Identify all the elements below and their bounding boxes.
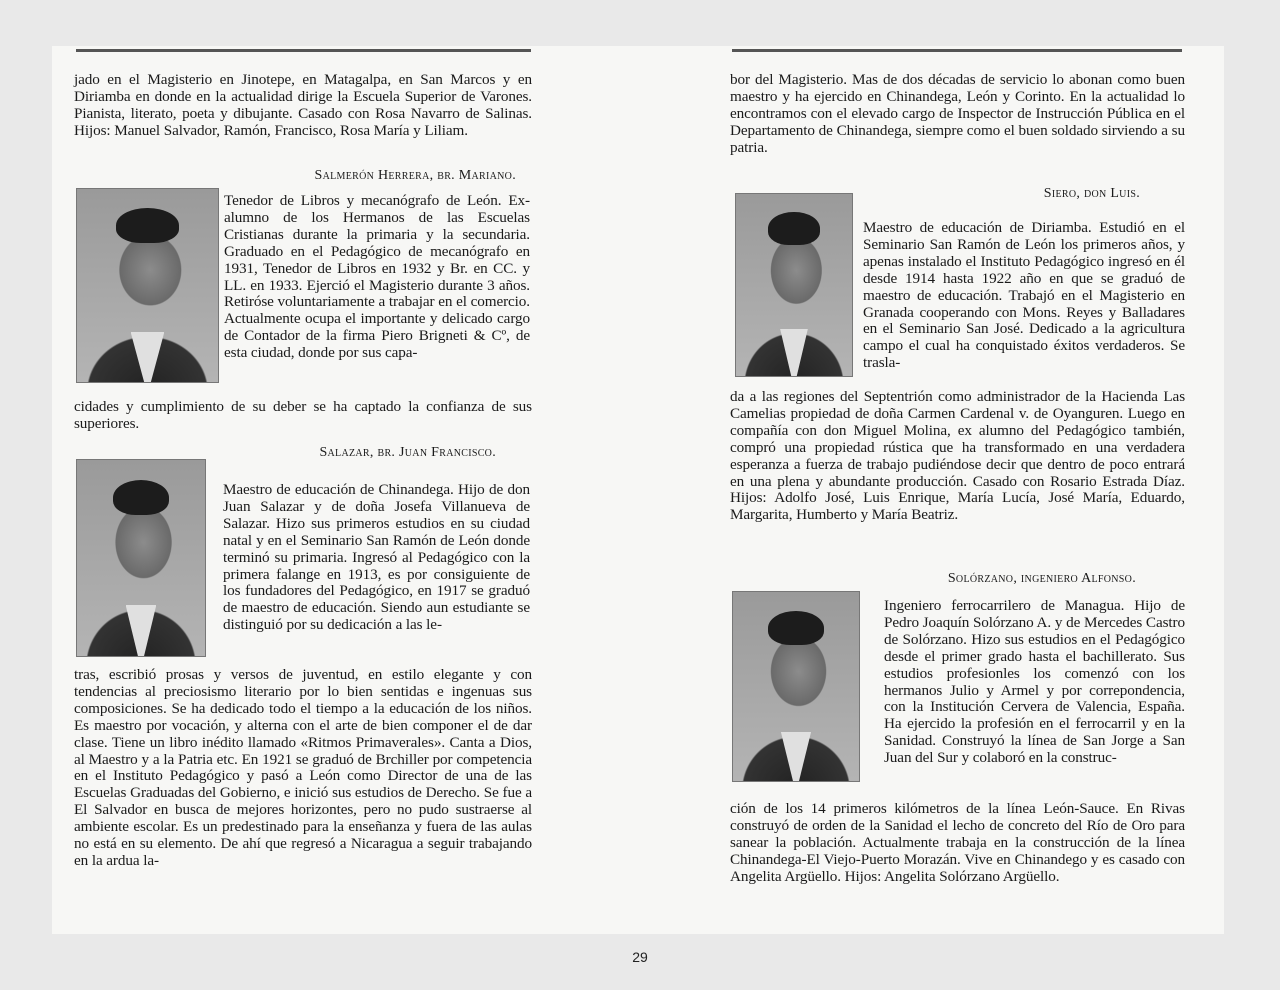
- top-rule-left: [76, 49, 531, 52]
- right-intro-paragraph: bor del Magisterio. Mas de dos décadas de servicio lo abonan como buen maestro y ha ejercido en Chinandega, León y Corinto. En la actualidad lo encontramos con el elevado cargo de Inspector de Instrucción Pública en el Departamento de Chinandega, siempre como el buen soldado sirviendo a su patria.: [730, 71, 1185, 156]
- heading-siero: Siero, don Luis.: [1043, 186, 1140, 201]
- solorzano-bio-rest: ción de los 14 primeros kilómetros de la línea León-Sauce. En Rivas construyó de orden de la Sanidad el lecho de concreto del Río de Oro para sanear la población. Actualmente trabaja en la construcción de la línea Chinandega-El Viejo-Puerto Morazán. Vive en Chinandego y es casado con Angelita Argüello. Hijos: Angelita Solórzano Argüello.: [730, 800, 1185, 885]
- page-number: 29: [632, 949, 648, 965]
- solorzano-bio-beside: Ingeniero ferrocarrilero de Managua. Hijo de Pedro Joaquín Solórzano A. y de Mercedes Castro de Solórzano. Hizo sus estudios en el Pedagógico desde el primer grado hasta el bachillerato. Sus estudios profesionles los comenzó con los hermanos Julio y Armel y por correpondencia, con la Institución Cervera de Valencia, España. Ha ejercido la profesión en el ferrocarril y en la Sanidad. Construyó la línea de San Jorge a San Juan del Sur y colaboró en la construc-: [884, 597, 1185, 767]
- salazar-bio-rest: tras, escribió prosas y versos de juventud, en estilo elegante y con tendencias al preciosismo literario por lo bien sentidas e ingenuas sus composiciones. Se ha dedicado todo el tiempo a la educación de los niños. Es maestro por vocación, y alterna con el arte de bien componer el de dar clase. Tiene un libro inédito llamado «Ritmos Primaverales». Canta a Dios, al Maestro y a la Patria etc. En 1921 se graduó de Brchiller por competencia en el Instituto Pedagógico y pasó a León como Director de una de las Escuelas Graduadas del Gobierno, e inició sus estudios de Derecho. Se fue a El Salvador en busca de mejores horizontes, pero no pudo sustraerse al ambiente escolar. Es un predestinado para la enseñanza y fuera de las aulas no está en su elemento. De ahí que regresó a Nicaragua a seguir trabajando en la ardua la-: [74, 666, 532, 869]
- siero-bio-rest: da a las regiones del Septentrión como administrador de la Hacienda Las Camelias propiedad de doña Carmen Cardenal v. de Oyanguren. Luego en compañía con don Miguel Molina, ex alumno del Pedagógico también, compró una propiedad rústica que ha transformado en una verdadera esperanza a fuerza de trabajo pudiéndose decir que dentro de poco entrará en una plena y abundante producción. Casado con Rosario Estrada Díaz. Hijos: Adolfo José, Luis Enrique, María Lucía, José María, Eduardo, Margarita, Humberto y María Beatriz.: [730, 388, 1185, 524]
- portrait-siero: [735, 193, 853, 377]
- portrait-solorzano: [732, 591, 860, 782]
- portrait-salmeron: [76, 188, 219, 383]
- top-rule-right: [732, 49, 1182, 52]
- heading-salmeron: Salmerón Herrera, br. Mariano.: [314, 168, 516, 183]
- salazar-bio-beside: Maestro de educación de Chinandega. Hijo de don Juan Salazar y de doña Josefa Villanueva de Salazar. Hizo sus primeros estudios en su ciudad natal y en el Seminario San Ramón de León donde terminó su primaria. Ingresó al Pedagógico con la primera falange en 1913, es por consiguiente de los fundadores del Pedagógico, en 1917 se graduó de maestro de educación. Siendo aun estudiante se distinguió por su dedicación a las le-: [223, 481, 530, 634]
- heading-solorzano: Solórzano, ingeniero Alfonso.: [947, 571, 1136, 586]
- siero-bio-beside: Maestro de educación de Diriamba. Estudió en el Seminario San Ramón de León los primeros años, y apenas instalado el Instituto Pedagógico ingresó en él desde 1914 hasta 1922 año en que se graduó de maestro de educación. Trabajó en el Magisterio en Granada cooperando con Mons. Reyes y Balladares en el Seminario San José. Dedicado a la agricultura campo el cual ha conquistado éxitos verdaderos. Se trasla-: [863, 219, 1185, 372]
- left-intro-paragraph: jado en el Magisterio en Jinotepe, en Matagalpa, en San Marcos y en Diriamba en donde en la actualidad dirige la Escuela Superior de Varones. Pianista, literato, poeta y dibujante. Casado con Rosa Navarro de Salinas. Hijos: Manuel Salvador, Ramón, Francisco, Rosa María y Liliam.: [74, 71, 532, 139]
- salmeron-bio-beside: Tenedor de Libros y mecanógrafo de León. Ex-alumno de los Hermanos de las Escuelas Cristianas durante la primaria y la secundaria. Graduado en el Pedagógico de mecanógrafo en 1931, Tenedor de Libros en 1932 y Br. en CC. y LL. en 1933. Ejerció el Magisterio durante 3 años. Retiróse voluntariamente a trabajar en el comercio. Actualmente ocupa el importante y delicado cargo de Contador de la firma Piero Brigneti & Cº, de esta ciudad, donde por sus capa-: [224, 192, 530, 362]
- heading-salazar: Salazar, br. Juan Francisco.: [319, 445, 496, 460]
- portrait-salazar: [76, 459, 206, 657]
- scanned-spread: [52, 46, 1224, 934]
- salmeron-bio-rest: cidades y cumplimiento de su deber se ha captado la confianza de sus superiores.: [74, 398, 532, 432]
